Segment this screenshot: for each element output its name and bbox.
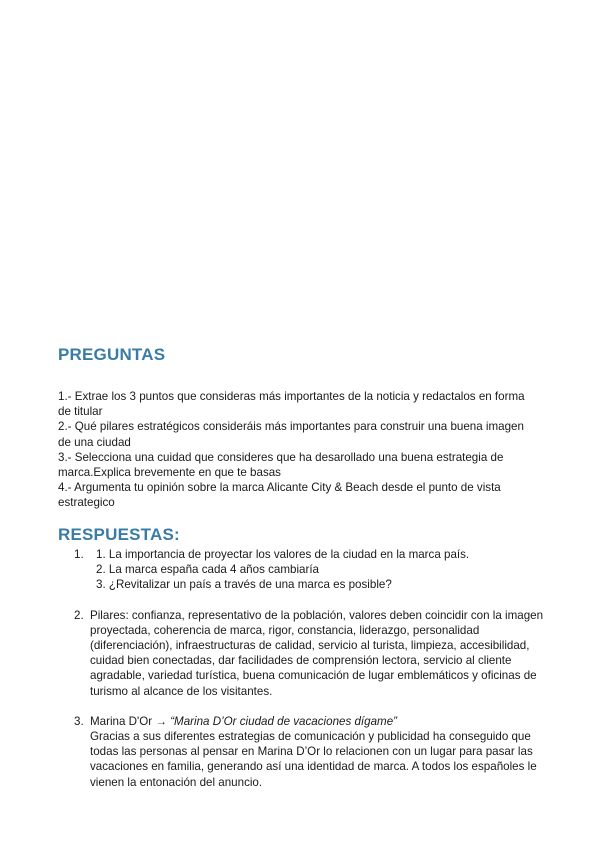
brand-name: Marina D'Or <box>90 714 153 728</box>
answer-text: Pilares: confianza, representativo de la población, valores deben coincidir con la imagen proyectada, coherencia de marca, rigor, constancia, liderazgo, personalidad (diferenciación), infraestructuras de calidad, servicio al turista, limpieza, accesibilidad, cuidad bien conectadas, dar facilidades de comprensión lectora, servicio al cliente agradable, variedad turística, buena comunicación de lugar emblemáticos y oficinas de turismo al alcance de los visitantes. <box>90 608 544 698</box>
answer-item-3 <box>58 714 548 790</box>
slogan-quote: “Marina D’Or ciudad de vacaciones dígame” <box>170 714 398 728</box>
respuestas-heading: RESPUESTAS: <box>58 525 180 544</box>
question-item: 1.- Extrae los 3 puntos que consideras más importantes de la noticia y redactalos en forma de titular <box>58 390 525 419</box>
arrow-icon: → <box>155 714 167 728</box>
headline-1: 1. La importancia de proyectar los valores de la ciudad en la marca país. <box>96 548 470 561</box>
questions-list <box>58 389 538 511</box>
answer-item-2 <box>58 608 548 699</box>
answer-text: Gracias a sus diferentes estrategias de comunicación y publicidad ha conseguido que todas las personas al pensar en Marina D’Or lo relacionen con un lugar para pasar las vacaciones en familia, generando así una identidad de marca. A todos los españoles le vienen la entonación del anuncio. <box>90 730 537 789</box>
question-item: 3.- Selecciona una cuidad que consideres que ha desarollado una buena estrategia de marca.Explica brevemente en que te basas <box>58 450 504 480</box>
answer-item-1 <box>58 547 548 593</box>
answer-title-line <box>90 714 548 729</box>
question-item: 4.- Argumenta tu opinión sobre la marca Alicante City & Beach desde el punto de vista estrategico <box>58 481 501 510</box>
question-item: 2.- Qué pilares estratégicos consideráis más importantes para construir una buena imagen de una ciudad <box>58 420 524 449</box>
headline-3: 3. ¿Revitalizar un país a través de una marca es posible? <box>96 578 392 592</box>
answer-number: 3. <box>74 714 84 728</box>
answer-number: 1. <box>74 548 84 561</box>
preguntas-heading: PREGUNTAS <box>58 345 166 364</box>
answer-number: 2. <box>74 608 84 622</box>
answers-list <box>58 547 548 790</box>
headline-2: 2. La marca españa cada 4 años cambiaría <box>96 563 319 577</box>
